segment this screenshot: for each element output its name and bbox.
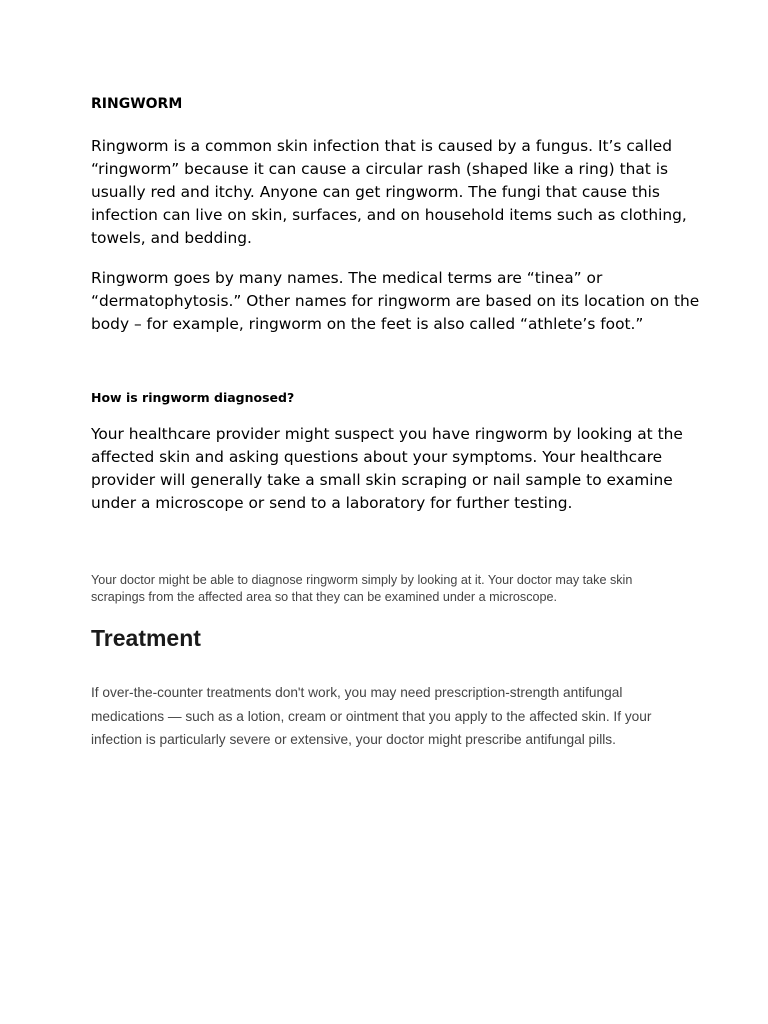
treatment-heading: Treatment xyxy=(91,625,201,651)
diagnosis-paragraph: Your healthcare provider might suspect you have ringworm by looking at the affected skin and asking questions about your symptoms. Your healthcare provider will generally take a small skin scraping or nail sample to examine under a microscope or send to a laboratory for further testing. xyxy=(91,425,683,512)
intro-paragraph: Ringworm is a common skin infection that is caused by a fungus. It’s called “ringworm” because it can cause a circular rash (shaped like a ring) that is usually red and itchy. Anyone can get ringworm. The fungi that cause this infection can live on skin, surfaces, and on household items such as clothing, towels, and bedding. xyxy=(91,137,687,247)
doctor-note-paragraph: Your doctor might be able to diagnose ringworm simply by looking at it. Your doctor may take skin scrapings from the affected area so that they can be examined under a microscope. xyxy=(91,573,633,604)
treatment-paragraph: If over-the-counter treatments don't work, you may need prescription-strength antifungal medications — such as a lotion, cream or ointment that you apply to the affected skin. If your infection is particularly severe or extensive, your doctor might prescribe antifungal pills. xyxy=(91,685,652,747)
diagnosis-heading: How is ringworm diagnosed? xyxy=(91,390,295,405)
names-paragraph: Ringworm goes by many names. The medical terms are “tinea” or “dermatophytosis.” Other names for ringworm are based on its location on the body – for example, ringworm on the feet is also called “athlete’s foot.” xyxy=(91,269,700,333)
document-title: RINGWORM xyxy=(91,96,183,112)
